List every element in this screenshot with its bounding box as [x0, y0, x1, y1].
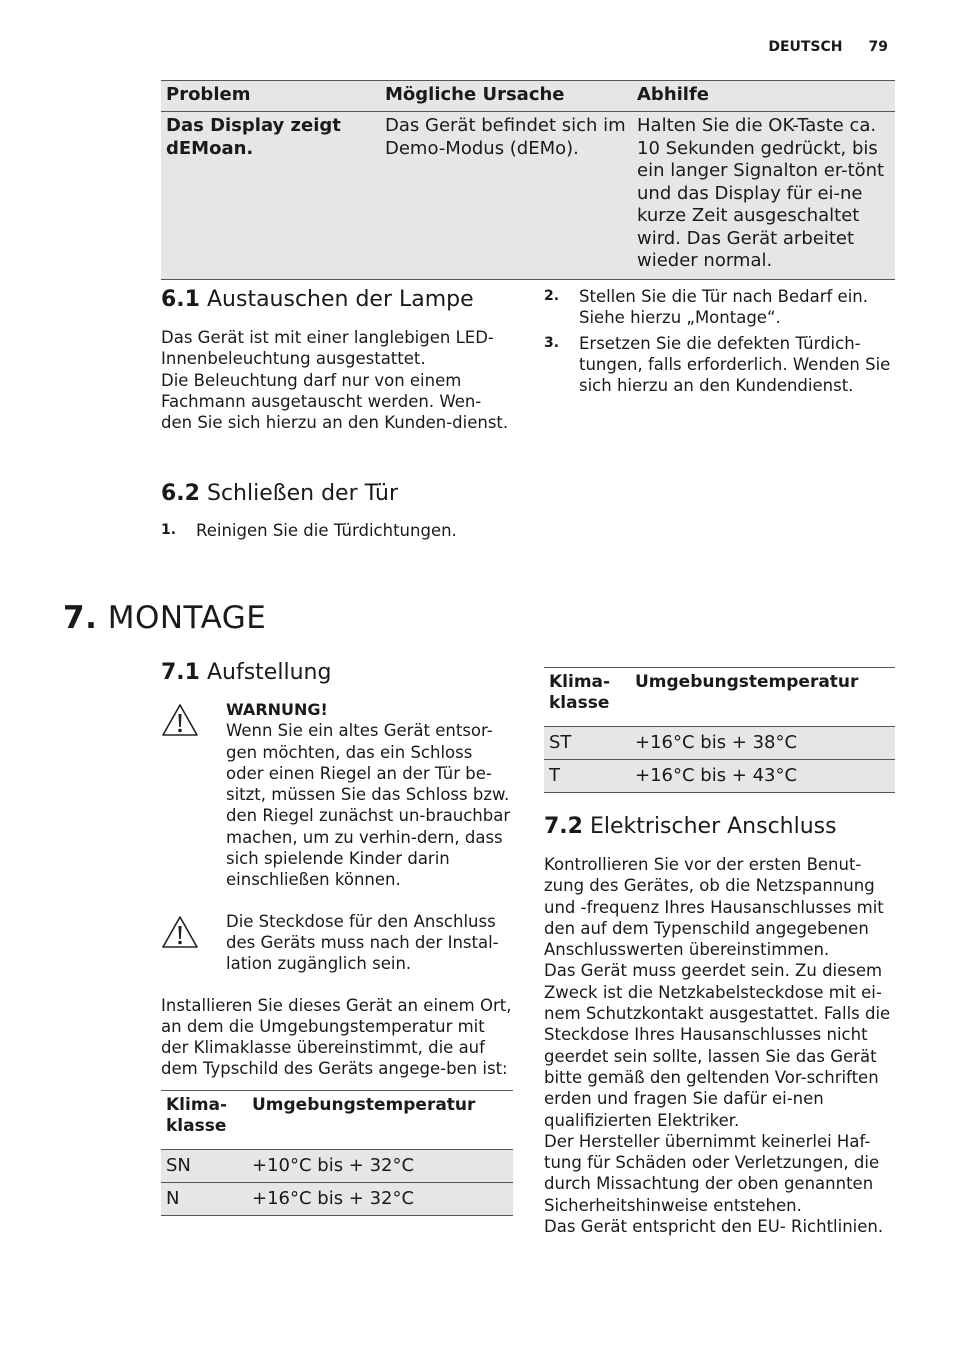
column-header-temperature: Umgebungstemperatur — [630, 668, 895, 727]
warning-text: Wenn Sie ein altes Gerät entsor-gen möchten, das ein Schloss oder einen Riegel an der Tür be-sitzt, müssen Sie das Schloss bzw. den Riegel zunächst un-brauchbar machen, um zu verhin-dern, dass sich spielende Kinder darin einschließen können. — [226, 721, 511, 890]
problem-cell: Das Display zeigt dEMoan. — [161, 112, 380, 280]
column-header-remedy: Abhilfe — [632, 81, 895, 112]
climate-class-cell: T — [544, 760, 630, 793]
cause-cell: Das Gerät befindet sich im Demo-Modus (dEMo). — [380, 112, 632, 280]
paragraph: Das Gerät muss geerdet sein. Zu diesem Zweck ist die Netzkabelsteckdose mit ei-nem Schutzkontakt ausgestattet. Falls die Steckdose Ihres Hausanschlusses nicht geerdet sein sollte, lassen Sie das Gerät bitte gemäß den geltenden Vor-schriften erden und fragen Sie dafür ei-nen qualifizierten Elektriker. — [544, 961, 891, 1130]
header-language: DEUTSCH — [768, 39, 843, 55]
paragraph: Die Beleuchtung darf nur von einem Fachmann ausgetauscht werden. Wen-den Sie sich hierzu an den Kunden-dienst. — [161, 370, 509, 433]
temperature-cell: +16°C bis + 32°C — [247, 1182, 513, 1215]
list-item: 3. Ersetzen Sie die defekten Türdich-tungen, falls erforderlich. Wenden Sie sich hierzu an den Kundendienst. — [544, 333, 891, 396]
paragraph: Das Gerät ist mit einer langlebigen LED-Innenbeleuchtung ausgestattet. — [161, 328, 494, 369]
column-header-class: Klima-klasse — [161, 1090, 247, 1149]
column-header-temperature: Umgebungstemperatur — [247, 1090, 513, 1149]
column-header-cause: Mögliche Ursache — [380, 81, 632, 112]
section-heading: 6.2 Schließen der Tür — [161, 481, 399, 506]
list-item: 2. Stellen Sie die Tür nach Bedarf ein. Siehe hierzu „Montage“. — [544, 287, 868, 328]
table-header-row — [161, 1090, 513, 1149]
section-6-2 — [161, 480, 511, 545]
column-header-class: Klima-klasse — [544, 668, 630, 727]
caution-text: Die Steckdose für den Anschluss des Geräts muss nach der Instal-lation zugänglich sein. — [226, 911, 499, 974]
climate-class-cell: SN — [161, 1149, 247, 1182]
page-number: 79 — [868, 39, 888, 55]
step-list — [161, 520, 511, 541]
table-row — [161, 112, 895, 280]
table-header-row — [161, 81, 895, 112]
paragraph: Das Gerät entspricht den EU- Richtlinien. — [544, 1217, 884, 1237]
section-7-1 — [161, 659, 513, 1216]
chapter-title: 7. MONTAGE — [63, 600, 267, 636]
section-6-2-continued — [544, 286, 896, 400]
warning-box — [161, 699, 513, 891]
temperature-cell: +10°C bis + 32°C — [247, 1149, 513, 1182]
list-item: 1. Reinigen Sie die Türdichtungen. — [161, 521, 457, 540]
column-header-problem: Problem — [161, 81, 380, 112]
section-heading: 7.2 Elektrischer Anschluss — [544, 814, 837, 839]
paragraph: Installieren Sie dieses Gerät an einem Ort, an dem die Umgebungstemperatur mit der Klimaklasse übereinstimmt, die auf dem Typschild des Geräts angege-ben ist: — [161, 995, 512, 1079]
section-7-2 — [544, 813, 896, 1237]
section-heading: 6.1 Austauschen der Lampe — [161, 287, 474, 312]
table-row — [544, 760, 895, 793]
table-row — [161, 1149, 513, 1182]
table-header-row — [544, 668, 895, 727]
climate-table-continued — [544, 667, 895, 793]
section-heading: 7.1 Aufstellung — [161, 660, 332, 685]
temperature-cell: +16°C bis + 38°C — [630, 727, 895, 760]
temperature-cell: +16°C bis + 43°C — [630, 760, 895, 793]
step-list — [544, 286, 896, 396]
troubleshooting-table — [161, 80, 895, 280]
climate-class-table — [161, 1090, 513, 1216]
climate-class-cell: N — [161, 1182, 247, 1215]
table-row — [544, 727, 895, 760]
section-6-1 — [161, 286, 511, 433]
warning-triangle-icon — [161, 911, 226, 975]
table-row — [161, 1182, 513, 1215]
paragraph: Der Hersteller übernimmt keinerlei Haf-tung für Schäden oder Verletzungen, die durch Missachtung der oben genannten Sicherheitshinweise entstehen. — [544, 1131, 880, 1215]
warning-title: WARNUNG! — [226, 700, 328, 719]
warning-triangle-icon — [161, 699, 226, 891]
caution-box — [161, 911, 513, 975]
climate-class-table — [544, 667, 895, 793]
remedy-cell: Halten Sie die OK-Taste ca. 10 Sekunden gedrückt, bis ein langer Signalton er-tönt und das Display für ei-ne kurze Zeit ausgeschaltet wird. Das Gerät arbeitet wieder normal. — [632, 112, 895, 280]
paragraph: Kontrollieren Sie vor der ersten Benut-zung des Gerätes, ob die Netzspannung und -frequenz Ihres Hausanschlusses mit den auf dem Typenschild angegebenen Anschlusswerten übereinstimmen. — [544, 855, 884, 960]
climate-class-cell: ST — [544, 727, 630, 760]
page-header — [768, 39, 888, 55]
